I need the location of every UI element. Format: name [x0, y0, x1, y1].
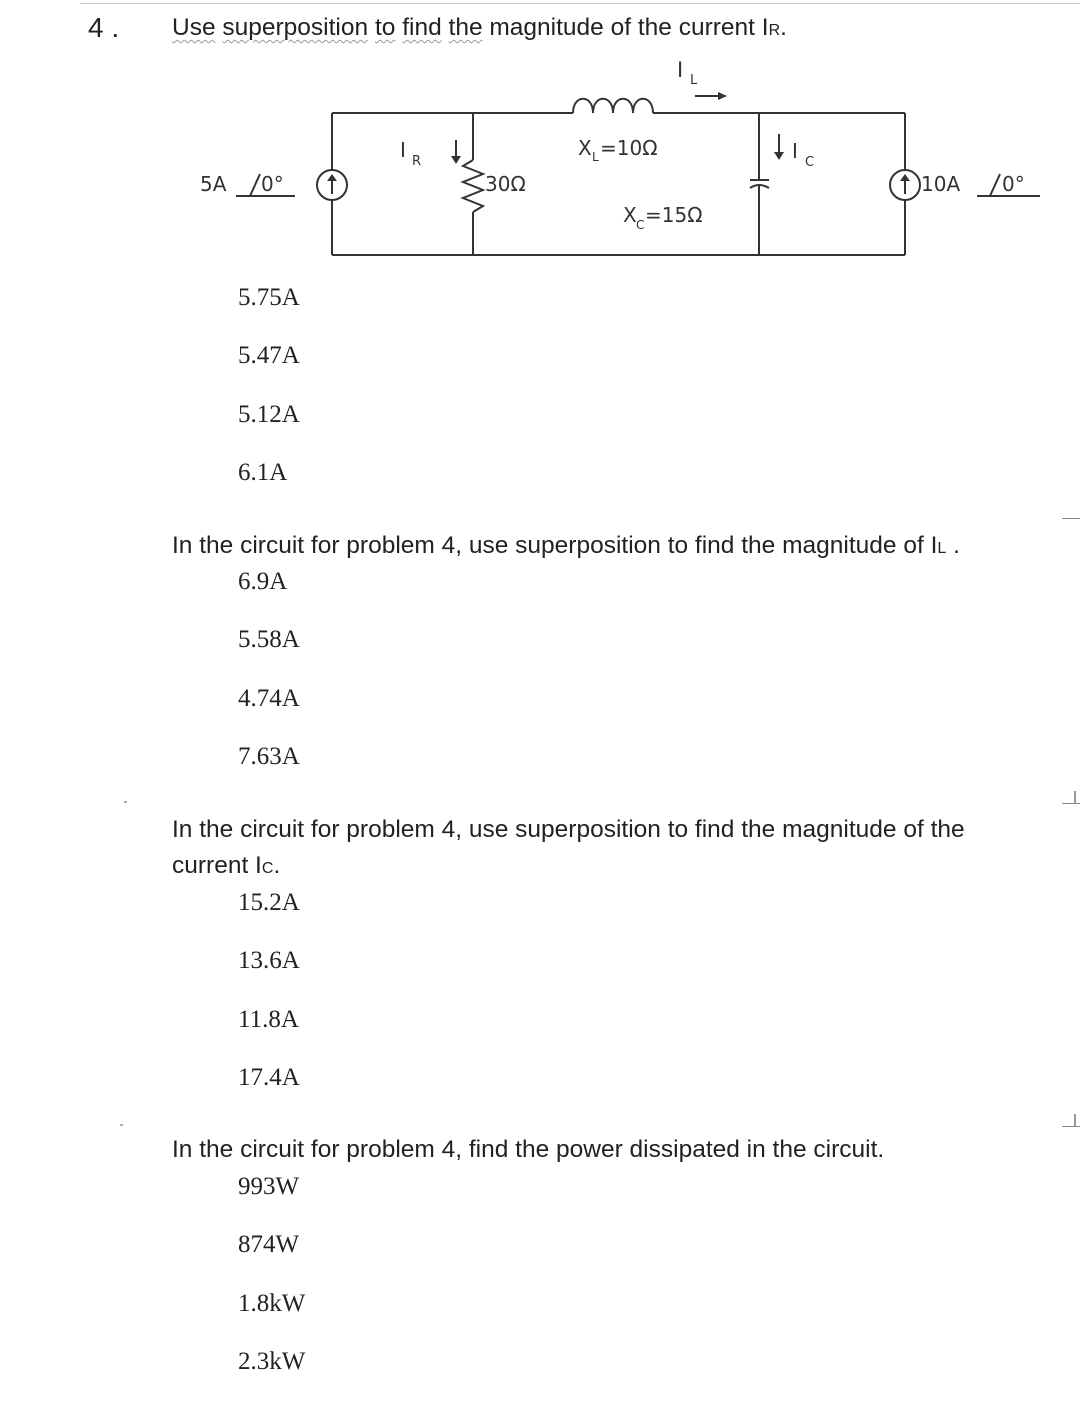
il-label: I: [677, 58, 684, 82]
q1-word-to: to: [374, 14, 396, 41]
q3-subscript: C: [261, 860, 274, 877]
source-left-angle-slash: [250, 174, 260, 196]
xl-value: =10Ω: [600, 136, 658, 160]
ic-arrowhead: [774, 152, 784, 160]
resistor-label: 30Ω: [485, 172, 526, 196]
source-left-label: 5A: [200, 172, 227, 196]
circuit-diagram: [180, 48, 1080, 274]
inductor-coil: [573, 99, 653, 113]
q3-option-1[interactable]: 15.2A: [238, 889, 300, 916]
ir-label-sub: R: [412, 154, 422, 169]
q2-subscript: L: [937, 540, 947, 557]
question-3-text: [172, 812, 965, 887]
top-rule: [80, 3, 1080, 4]
q3-line2: current I: [172, 852, 262, 879]
question-number: 4 .: [88, 12, 120, 43]
q2-option-3[interactable]: 4.74A: [238, 685, 300, 712]
q1-end: .: [780, 14, 787, 41]
resistor-zigzag: [463, 160, 483, 212]
margin-tick: [120, 1124, 123, 1126]
q4-option-3[interactable]: 1.8kW: [238, 1290, 306, 1317]
xl-label-sub: L: [592, 150, 599, 164]
q3-end: .: [273, 852, 281, 879]
q1-option-2[interactable]: 5.47A: [238, 342, 300, 369]
source-left-arrowhead: [327, 174, 337, 181]
divider-mark: [1062, 803, 1080, 804]
q4-option-4[interactable]: 2.3kW: [238, 1348, 306, 1375]
q2-text: In the circuit for problem 4, use superposition to find the magnitude of I: [172, 532, 938, 559]
q1-subscript: R: [768, 22, 781, 39]
q1-option-3[interactable]: 5.12A: [238, 401, 300, 428]
q1-rest: magnitude of the current I: [489, 14, 769, 41]
ic-label-sub: C: [805, 155, 815, 170]
source-right-angle-slash: [990, 174, 1000, 196]
il-arrowhead: [718, 92, 727, 100]
il-label-sub: L: [690, 73, 698, 88]
question-1-text: [172, 10, 787, 49]
q4-option-1[interactable]: 993W: [238, 1173, 300, 1200]
ir-arrowhead: [451, 156, 461, 164]
q3-option-2[interactable]: 13.6A: [238, 947, 300, 974]
source-right-arrowhead: [900, 174, 910, 181]
source-left-angle: 0°: [261, 172, 284, 196]
xc-value: =15Ω: [645, 203, 703, 227]
q2-option-4[interactable]: 7.63A: [238, 743, 300, 770]
q1-option-4[interactable]: 6.1A: [238, 459, 288, 486]
q1-word-the: the: [448, 14, 483, 41]
ic-label: I: [792, 139, 798, 163]
q3-option-4[interactable]: 17.4A: [238, 1064, 300, 1091]
q1-word-find: find: [402, 14, 442, 41]
source-right-angle: 0°: [1002, 172, 1025, 196]
q3-option-3[interactable]: 11.8A: [238, 1006, 299, 1033]
margin-tick: [124, 801, 127, 803]
divider-mark: [1062, 1126, 1080, 1127]
xc-label: X: [623, 203, 637, 227]
question-2-text: [172, 528, 960, 567]
q2-end: .: [946, 532, 960, 559]
q1-option-1[interactable]: 5.75A: [238, 284, 300, 311]
xc-label-sub: C: [636, 218, 645, 232]
q4-option-2[interactable]: 874W: [238, 1231, 300, 1258]
q2-option-1[interactable]: 6.9A: [238, 568, 288, 595]
q2-option-2[interactable]: 5.58A: [238, 626, 300, 653]
question-4-text: In the circuit for problem 4, find the power dissipated in the circuit.: [172, 1136, 885, 1163]
q3-line1: In the circuit for problem 4, use superposition to find the magnitude of the: [172, 816, 965, 843]
source-right-label: 10A: [921, 172, 961, 196]
xl-label: X: [578, 136, 592, 160]
ir-label: I: [400, 138, 406, 162]
q1-word-superposition: superposition: [222, 14, 369, 41]
divider-mark: [1062, 518, 1080, 519]
q1-word-use: Use: [172, 14, 216, 41]
